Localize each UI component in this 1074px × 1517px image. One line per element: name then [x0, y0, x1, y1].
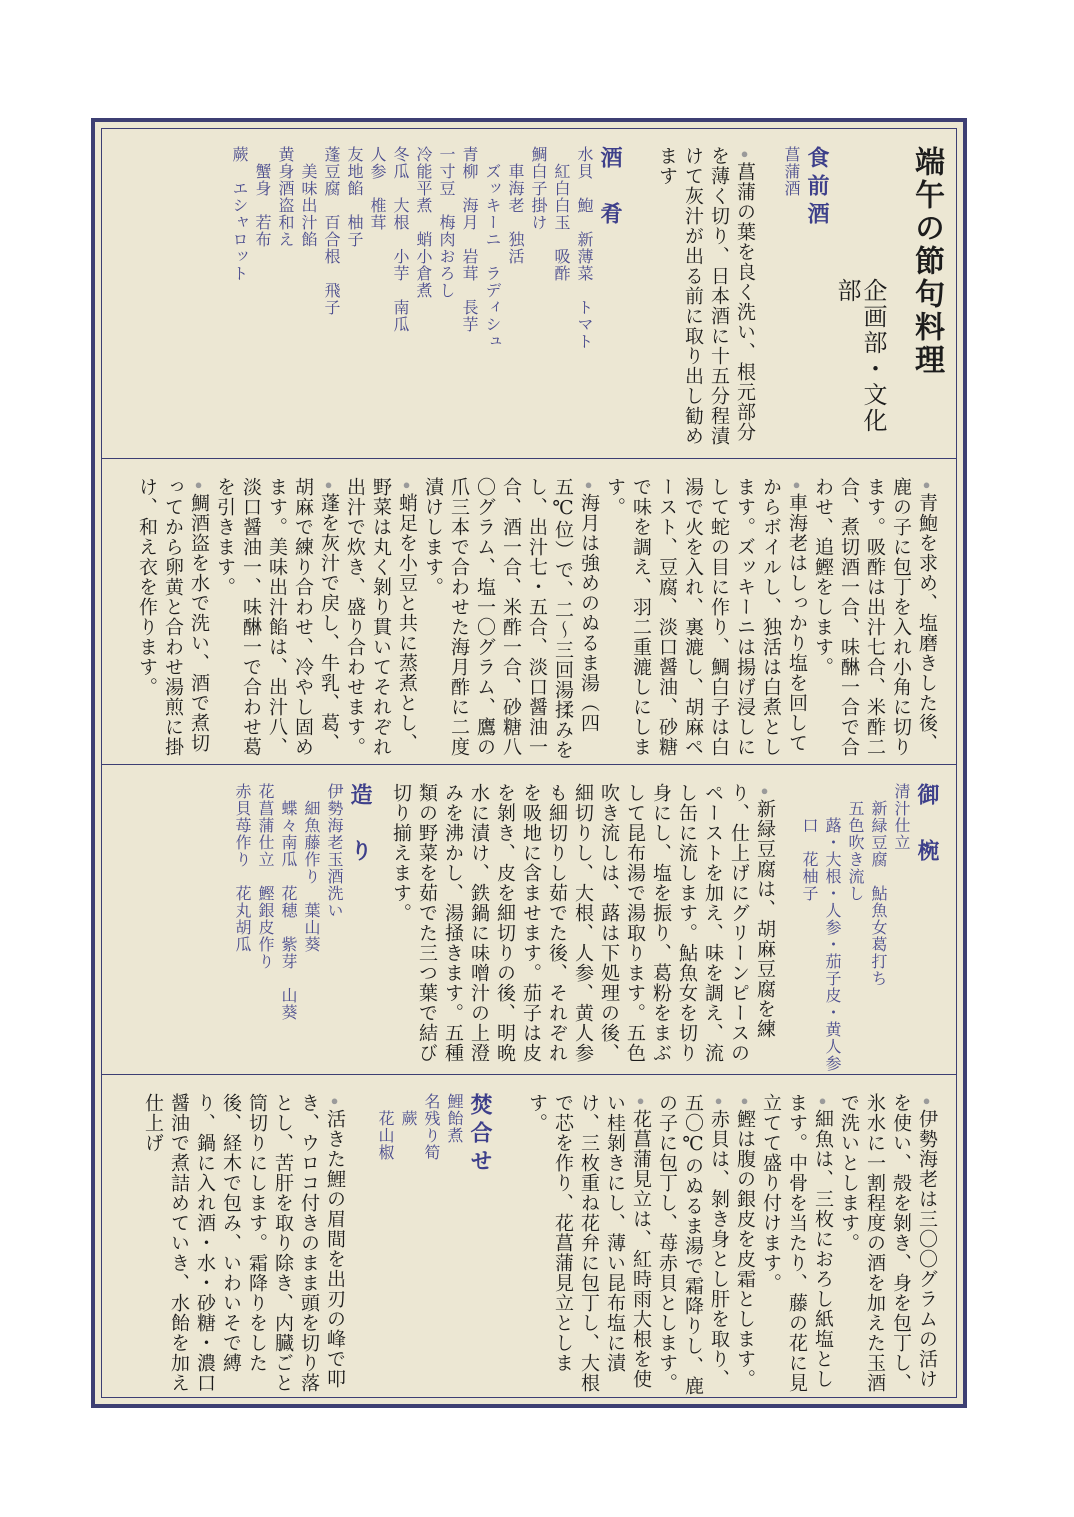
section-owan-tsukuri	[101, 764, 957, 1074]
tsukuri-item: 伊勢海老玉酒洗い	[325, 783, 344, 919]
takiawase-item: 蕨	[399, 1093, 418, 1127]
shukou-item: 青柳 海月 岩茸 長芋	[460, 146, 479, 333]
note-paragraph: ● 鰹は腹の銀皮を皮霜とします。	[731, 1093, 757, 1400]
tsukuri-item: 赤貝苺作り 花丸胡瓜	[233, 783, 252, 953]
menu-card	[91, 118, 967, 1408]
tsukuri-item: 細魚藤作り 葉山葵	[302, 783, 321, 953]
note-paragraph: ● 花菖蒲見立は、紅時雨大根を使い桂剝きにし、薄い昆布塩に漬け、三枚重ね花弁に包丁し、大根で芯を作り、花菖蒲見立とします。	[523, 1093, 653, 1400]
note-paragraph: ● 鯛酒盗を水で洗い、酒で煮切ってから卵黄と合わせ湯煎に掛け、和え衣を作ります。	[133, 477, 211, 764]
takiawase-item: 鯉飴煮	[445, 1093, 464, 1144]
owan-notes	[377, 765, 777, 1074]
owan-item: 五色吹き流し	[846, 783, 865, 902]
note-paragraph: ● 蓬を灰汁で戻し、牛乳、葛、胡麻で練り合わせ、冷やし固めます。美味出汁餡は、出汁八、淡口醤油一、味醂一で合わせ葛を引きます。	[211, 477, 341, 764]
shukou-item: 黄身酒盗和え	[276, 146, 295, 248]
owan-item: 新緑豆腐 鮎魚女葛打ち	[869, 783, 888, 987]
shukou-item: ズッキーニ ラディシュ	[483, 146, 502, 350]
shukou-section	[97, 128, 622, 458]
note-paragraph: ● 車海老はしっかり塩を回してからボイルし、独活は白煮とします。ズッキーニは揚げ浸しにして蛇の目に作り、鯛白子は白湯で火を入れ、裏漉し、胡麻ペースト、豆腐、淡口醤油、砂糖で味を調え、羽二重漉しにします。	[601, 477, 809, 764]
note-paragraph: ● 活きた鯉の眉間を出刃の峰で叩き、ウロコ付きのまま頭を切り落とし、苦肝を取り除き、内臓ごと筒切りにします。霜降りをした後、経木で包み、いわいそで縛り、鍋に入れ酒・水・砂糖・濃口醤油で煮詰めていき、水飴を加え仕上げ	[139, 1093, 347, 1400]
section-top	[101, 128, 957, 458]
shokuzenshu-item: 菖蒲酒	[782, 146, 801, 197]
shokuzenshu-note	[632, 128, 757, 458]
shukou-item: 一寸豆 梅肉おろし	[437, 146, 456, 299]
owan-heading: 御 椀	[914, 783, 939, 867]
tsukuri-section	[102, 765, 372, 1074]
shokuzenshu-heading: 食前酒	[804, 146, 829, 230]
note-paragraph: ● 赤貝は、剝き身とし肝を取り、五〇℃のぬるま湯で霜降りし、鹿の子に包丁し、苺赤貝とします。	[653, 1093, 731, 1400]
note-paragraph: ● 伊勢海老は三〇〇グラムの活けを使い、殻を剝き、身を包丁し、氷水に一割程度の酒を加えた玉酒で洗いとします。	[835, 1093, 939, 1400]
takiawase-item: 名残り筍	[422, 1093, 441, 1161]
shukou-item: 友地餡 柚子	[345, 146, 364, 248]
takiawase-heading: 焚合せ	[467, 1093, 492, 1177]
shukou-item: 蕨 エシャロット	[230, 146, 249, 282]
note-paragraph: ● 新緑豆腐は、胡麻豆腐を練り、仕上げにグリーンピースのペーストを加え、味を調え、流し缶に流します。鮎魚女を切り身にし、塩を振り、葛粉をまぶして昆布湯で湯取ります。五色吹き流しは、蕗は下処理の後、細切りし、大根、人参、黄人参も細切りし茹でた後、それぞれを吸地に含ませます。茄子は皮を剝き、皮を細切りの後、明晩水に漬け、鉄鍋に味噌汁の上澄みを沸かし、湯掻きます。五種類の野菜を茹でた三つ葉で結び切り揃えます。	[387, 783, 777, 1074]
note-paragraph: ● 蛸足を小豆と共に蒸煮とし、野菜は丸く剝り貫いてそれぞれ出汁で炊き、盛り合わせます。	[341, 477, 419, 764]
department-col	[833, 128, 885, 458]
shukou-notes	[99, 459, 939, 764]
note-paragraph: ● 海月は強めのぬるま湯（四五℃位）で、二〜三回湯揉みをし、出汁七・五合、淡口醤油一合、酒一合、米酢一合、砂糖八〇グラム、塩一〇グラム、鷹の爪三本で合わせた海月酢に二度漬けします。	[419, 477, 601, 764]
page-title: 端午の節句料理	[910, 146, 943, 377]
tsukuri-notes	[499, 1075, 939, 1400]
shukou-item: 美味出汁餡	[299, 146, 318, 248]
section-tsukuri-takiawase	[101, 1074, 957, 1400]
owan-item: 清汁仕立	[892, 783, 911, 851]
shukou-heading: 酒 肴	[597, 146, 622, 230]
page-title-col	[889, 128, 943, 458]
shokuzenshu-note-text: ● 菖蒲の葉を良く洗い、根元部分を薄く切り、日本酒に十五分程漬けて灰汁が出る前に取り出し勧めます	[653, 146, 757, 458]
note-paragraph: ● 細魚は、三枚におろし紙塩とします。中骨を当たり、藤の花に見立てて盛り付けます。	[757, 1093, 835, 1400]
takiawase-section	[352, 1075, 492, 1400]
section-shukou-notes	[101, 458, 957, 764]
shukou-item: 蓬豆腐 百合根 飛子	[322, 146, 341, 316]
note-paragraph: ● 青鮑を求め、塩磨きした後、鹿の子に包丁を入れ小角に切ります。吸酢は出汁七合、米酢二合、煮切酒一合、味醂一合で合わせ、追鰹をします。	[809, 477, 939, 764]
shukou-item: 車海老 独活	[506, 146, 525, 265]
owan-section	[781, 765, 939, 1074]
shukou-item: 人参 椎茸	[368, 146, 387, 231]
shukou-item: 冷能平煮 蛸小倉煮	[414, 146, 433, 299]
shukou-item: 紅白白玉 吸酢	[552, 146, 571, 282]
shukou-item: 鯛白子掛け	[529, 146, 548, 231]
owan-item: 蕗・大根・人参・茄子皮・黄人参	[823, 783, 842, 1072]
tsukuri-item: 蝶々南瓜 花穂 紫芽 山葵	[279, 783, 298, 1021]
takiawase-item: 花山椒	[376, 1093, 395, 1161]
shokuzenshu-section	[761, 128, 829, 458]
tsukuri-item: 花菖蒲仕立 鰹銀皮作り	[256, 783, 275, 970]
tsukuri-heading: 造 り	[347, 783, 372, 867]
owan-item: 口 花柚子	[800, 783, 819, 902]
shukou-item: 蟹身 若布	[253, 146, 272, 248]
takiawase-notes	[102, 1075, 347, 1400]
shukou-item: 水貝 鮑 新薄菜 トマト	[575, 146, 594, 350]
department: 企画部・文化部	[833, 278, 885, 434]
shukou-item: 冬瓜 大根 小芋 南瓜	[391, 146, 410, 333]
